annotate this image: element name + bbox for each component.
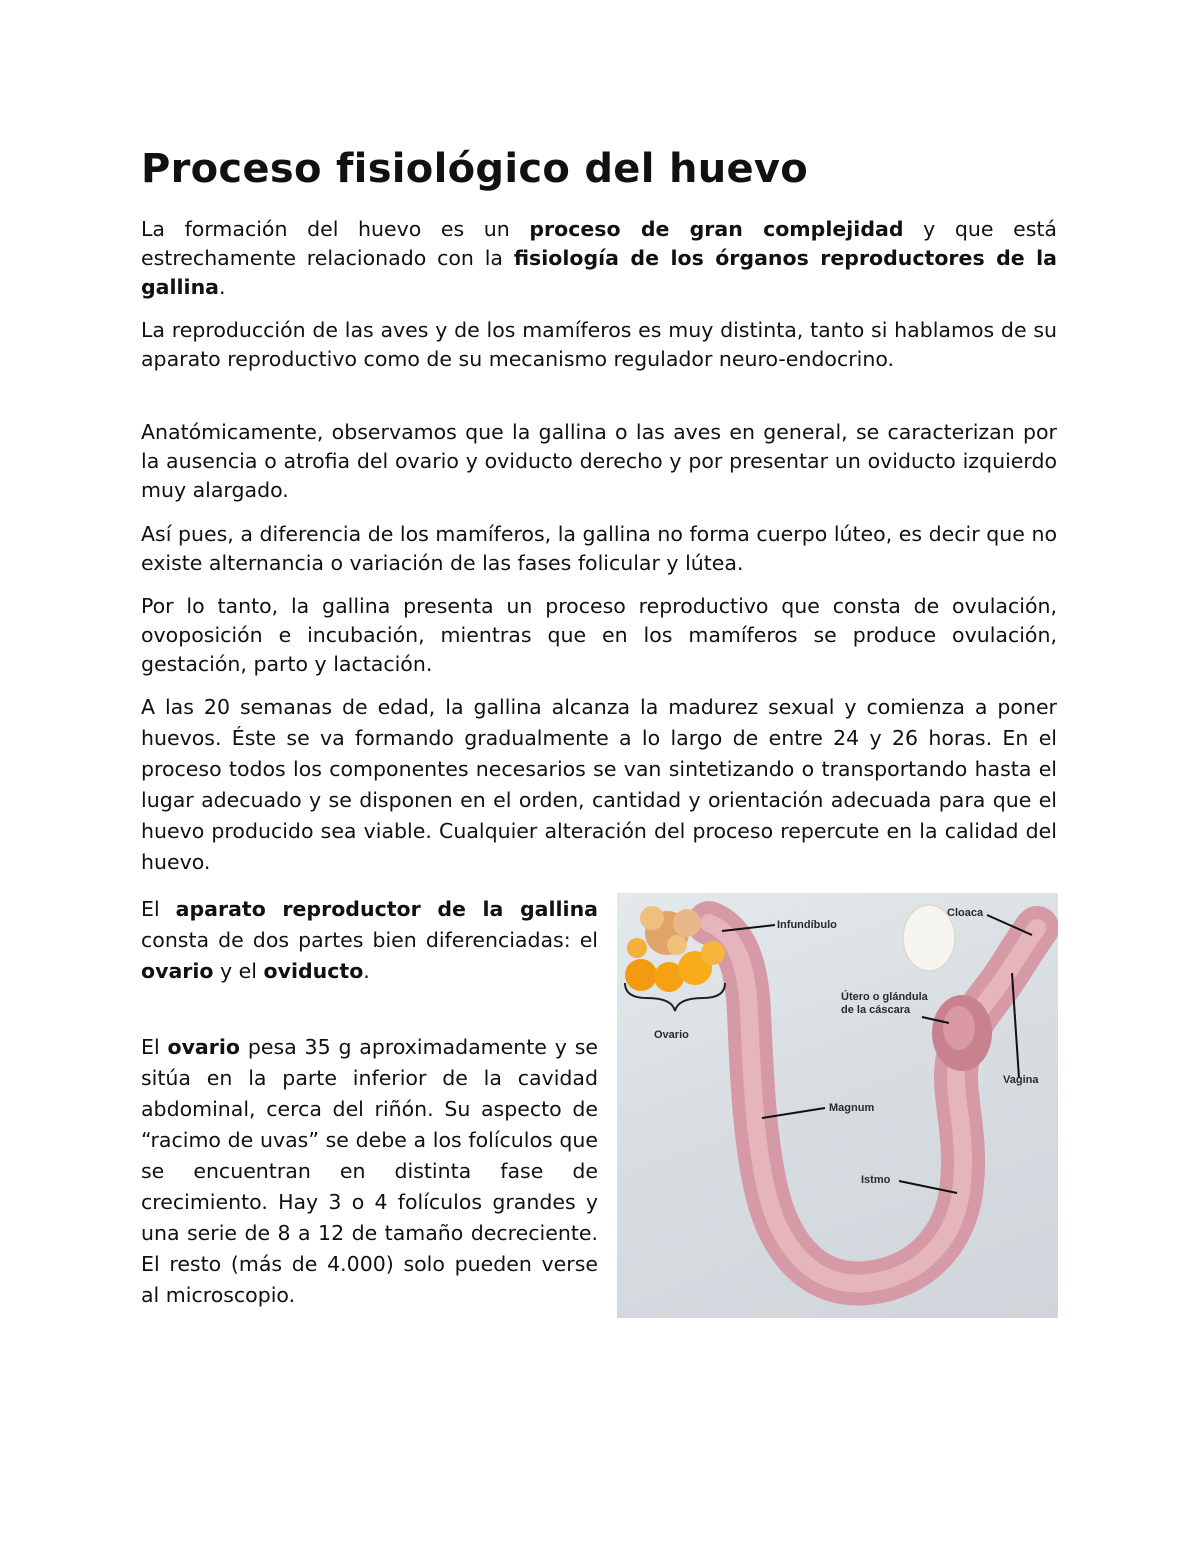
paragraph-maturity: A las 20 semanas de edad, la gallina alcanza la madurez sexual y comienza a poner huevos. Éste se va formando gradualmente a lo largo de entre 24 y 26 horas. En el proceso todos los componentes necesarios se van sintetizando o transportando hasta el lugar adecuado y se disponen en el orden, cantidad y orientación adecuada para que el huevo producido sea viable. Cualquier alteración del proceso repercute en la calidad del huevo. <box>141 695 1057 874</box>
paragraph-reproductive-system <box>141 894 598 987</box>
label-istmo: Istmo <box>861 1174 891 1186</box>
bold-text: fisiología de los órganos reproductores de la gallina <box>141 246 1057 299</box>
text-span: consta de dos partes bien diferenciadas: el <box>141 928 598 952</box>
oviduct-photo <box>617 893 1058 1318</box>
text-span: y el <box>213 959 264 983</box>
label-infundibulo: Infundíbulo <box>777 919 837 931</box>
text-span: y que está estrechamente relacionado con la <box>141 217 1057 270</box>
bold-text: proceso de gran complejidad <box>529 217 904 241</box>
text-span: El <box>141 897 176 921</box>
page-title: Proceso fisiológico del huevo <box>141 146 809 192</box>
label-utero: Útero o glándula de la cáscara <box>841 991 928 1016</box>
text-span: El <box>141 1035 168 1059</box>
label-vagina: Vagina <box>1003 1074 1039 1086</box>
text-span: . <box>219 275 226 299</box>
paragraph-ovary <box>141 1032 598 1311</box>
label-magnum: Magnum <box>829 1102 875 1114</box>
bold-text: ovario <box>167 1035 240 1059</box>
label-cloaca: Cloaca <box>947 907 984 919</box>
paragraph-process: Por lo tanto, la gallina presenta un proceso reproductivo que consta de ovulación, ovoposición e incubación, mientras que en los mamíferos se produce ovulación, gestación, parto y lactación. <box>141 594 1057 676</box>
text-span: . <box>363 959 370 983</box>
paragraph-anatomy: Anatómicamente, observamos que la gallina o las aves en general, se caracterizan por la ausencia o atrofia del ovario y oviducto derecho y por presentar un oviducto izquierdo muy alargado. <box>141 420 1057 502</box>
bold-text: oviducto <box>263 959 364 983</box>
text-span: pesa 35 g aproximadamente y se sitúa en la parte inferior de la cavidad abdominal, cerca del riñón. Su aspecto de “racimo de uvas” se debe a los folículos que se encuentran en distinta fase de crecimiento. Hay 3 o 4 folículos grandes y una serie de 8 a 12 de tamaño decreciente. El resto (más de 4.000) solo pueden verse al microscopio. <box>141 1035 598 1307</box>
text-span: La formación del huevo es un <box>141 217 530 241</box>
bold-text: ovario <box>141 959 214 983</box>
label-ovario: Ovario <box>654 1029 689 1041</box>
paragraph-reproduction: La reproducción de las aves y de los mamíferos es muy distinta, tanto si hablamos de su aparato reproductivo como de su mecanismo regulador neuro-endocrino. <box>141 318 1057 371</box>
paragraph-formation <box>141 215 1057 302</box>
paragraph-luteum: Así pues, a diferencia de los mamíferos, la gallina no forma cuerpo lúteo, es decir que no existe alternancia o variación de las fases folicular y lútea. <box>141 522 1057 575</box>
uterus-highlight <box>943 1006 975 1050</box>
bold-text: aparato reproductor de la gallina <box>175 897 598 921</box>
